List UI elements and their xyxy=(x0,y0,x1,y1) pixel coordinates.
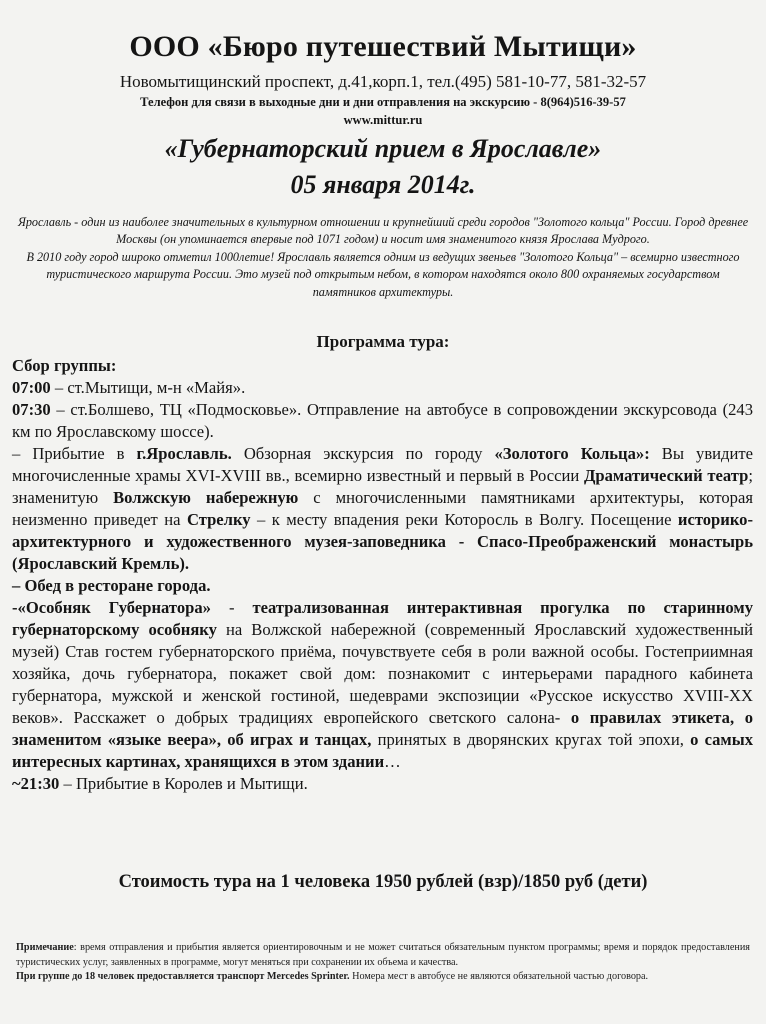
mansion-dash: - xyxy=(210,598,253,617)
company-name: ООО «Бюро путешествий Мытищи» xyxy=(129,30,637,63)
gathering-heading: Сбор группы: xyxy=(12,356,117,375)
arrival-text-a: – Прибытие в xyxy=(12,444,137,463)
company-address: Новомытищинский проспект, д.41,корп.1, тел.(495) 581-10-77, 581-32-57 xyxy=(119,72,647,91)
return-item xyxy=(12,773,753,795)
arrival-text-c: Обзорная экскурсия по городу xyxy=(231,444,495,463)
intro-section xyxy=(16,214,750,301)
tour-title: «Губернаторский прием в Ярославле» xyxy=(164,134,602,163)
strelka: Стрелку xyxy=(186,510,251,529)
lunch-item: – Обед в ресторане города. xyxy=(12,576,211,595)
museum-reserve: историко-архитектурного и художественного музея-заповедника - Спасо-Преображенский монастырь (Ярославский Кремль). xyxy=(12,510,753,573)
arrival-text-g: ; знаменитую xyxy=(12,466,753,507)
departure-2-text: – ст.Болшево, ТЦ «Подмосковье». Отправление на автобусе в сопровождении экскурсовода (243 км по Ярославскому шоссе). xyxy=(12,400,753,441)
footnote-line-2 xyxy=(16,970,750,985)
arrival-city: г.Ярославль. xyxy=(136,444,232,463)
footnote-text-2: Номера мест в автобусе не являются обязательной частью договора. xyxy=(349,971,649,983)
mansion-text-f: принятых в дворянских кругах той эпохи, xyxy=(371,730,691,749)
arrival-text-e: Вы увидите многочисленные храмы XVI-XVIII вв., всемирно известный и первый в России xyxy=(12,444,753,485)
paintings: о самых интересных картинах, хранящихся в этом здании xyxy=(12,730,753,771)
departure-1-time: 07:00 xyxy=(12,378,51,397)
program-heading: Программа тура: xyxy=(316,332,450,351)
arrival-paragraph xyxy=(12,443,753,575)
mansion-text-d: на Волжской набережной (современный Ярославский художественный музей) Став гостем губернаторского приёма, почувствуете себя в роли важной особы. Гостеприимная хозяйка, дочь губернатора, покажет свой дом: познакомит с интерьерами парадного кабинета губернатора, мужской и женской гостиной, шедеврами экспозиции «Русское искусство XVIII-XX веков». Расскажет о добрых традициях европейского светского салона- xyxy=(12,620,753,727)
website: www.mittur.ru xyxy=(343,113,423,127)
return-text: – Прибытие в Королев и Мытищи. xyxy=(59,774,308,793)
footnote xyxy=(16,941,750,985)
departure-2 xyxy=(12,399,753,443)
footnote-text-1: : время отправления и прибытия является ориентировочным и не может считаться обязательным пунктом программы; время и порядок предоставления туристических услуг, заявленных в программе, могут меняться при сохранении их объема и качества. xyxy=(16,942,750,968)
volga-embankment: Волжскую набережную xyxy=(113,488,299,507)
mansion-paragraph xyxy=(12,597,753,773)
tour-cost: Стоимость тура на 1 человека 1950 рублей (взр)/1850 руб (дети) xyxy=(118,872,648,892)
footnote-bold-2: При группе до 18 человек предоставляется транспорт Mercedes Sprinter. xyxy=(16,971,350,983)
departure-1 xyxy=(12,377,753,399)
departure-2-time: 07:30 xyxy=(12,400,51,419)
return-time: ~21:30 xyxy=(12,774,60,793)
program-body xyxy=(12,355,753,795)
arrival-text-k: – к месту впадения реки Которосль в Волгу. Посещение xyxy=(250,510,678,529)
drama-theatre: Драматический театр xyxy=(583,466,749,485)
etiquette: о правилах этикета, о знаменитом «языке веера», об играх и танцах, xyxy=(12,708,753,749)
mansion-walk: театрализованная интерактивная прогулка по старинному губернаторскому особняку xyxy=(12,598,753,639)
footnote-label: Примечание xyxy=(16,942,74,953)
tour-date: 05 января 2014г. xyxy=(290,170,476,199)
mansion-title: -«Особняк Губернатора» xyxy=(12,598,211,617)
weekend-phone: Телефон для связи в выходные дни и дни отправления на экскурсию - 8(964)516-39-57 xyxy=(140,95,626,109)
intro-paragraph-2: В 2010 году город широко отметил 1000летие! Ярославль является одним из ведущих звеньев "Золотого Кольца" – всемирно известного туристического маршрута России. Это музей под открытым небом, в котором находятся около 800 охраняемых государством памятников архитектуры. xyxy=(26,249,740,299)
arrival-text-i: с многочисленными памятниками архитектуры, которая неизменно приведет на xyxy=(12,488,753,529)
footnote-line-1 xyxy=(16,941,750,970)
golden-ring: «Золотого Кольца»: xyxy=(494,444,650,463)
intro-paragraph-1: Ярославль - один из наиболее значительных в культурном отношении и крупнейший среди городов "Золотого кольца" России. Город древнее Москвы (он упоминается впервые под 1071 годом) и носит имя знаменитого князя Ярослава Мудрого. xyxy=(17,215,749,247)
mansion-ellipsis: … xyxy=(384,752,401,771)
departure-1-text: – ст.Мытищи, м-н «Майя». xyxy=(50,378,246,397)
